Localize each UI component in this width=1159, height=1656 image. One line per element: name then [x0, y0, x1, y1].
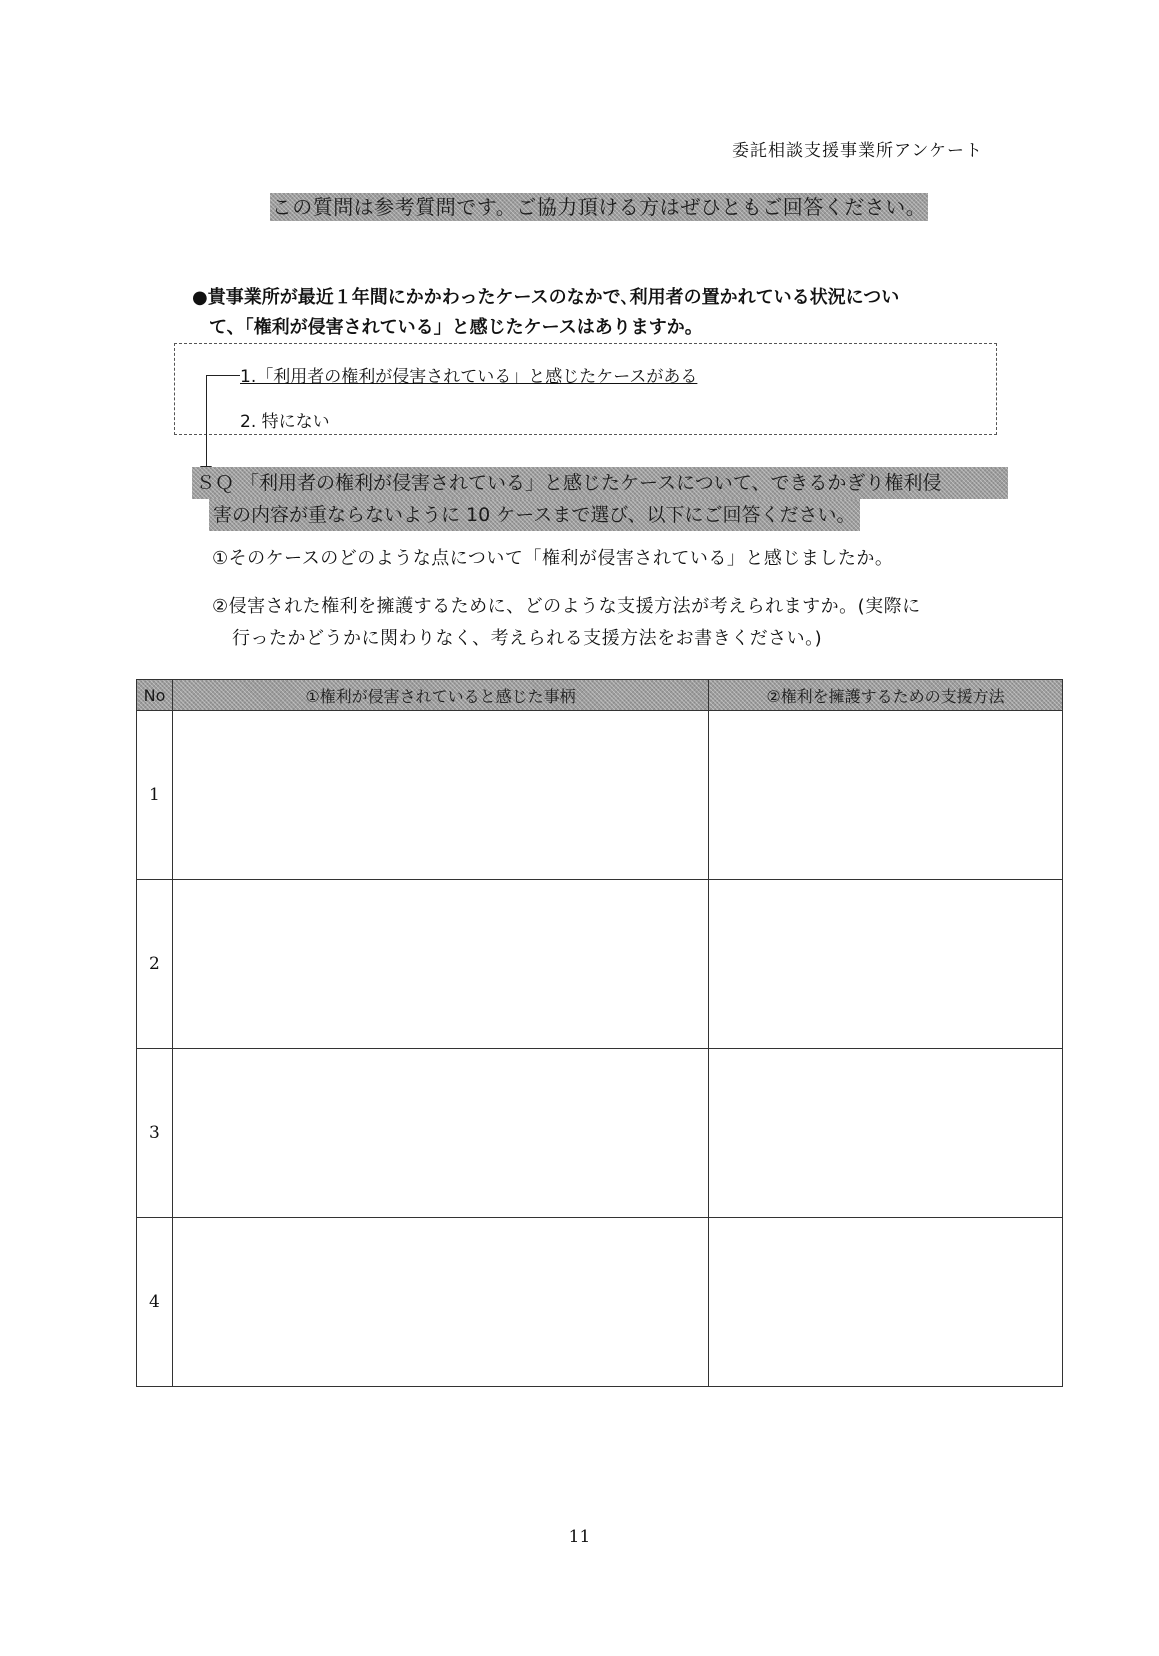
main-question: [192, 283, 1012, 343]
sub-question-line-1: ＳＱ 「利用者の権利が侵害されている」と感じたケースについて、できるかぎり権利侵: [192, 467, 1008, 499]
header-support-method: ②権利を擁護するための支援方法: [709, 680, 1063, 711]
sub-question-block: [192, 467, 1012, 531]
support-method-cell[interactable]: [709, 1049, 1063, 1218]
violated-matter-cell[interactable]: [173, 880, 709, 1049]
sub-question-line-2: 害の内容が重ならないように 10 ケースまで選び、以下にご回答ください。: [209, 499, 860, 531]
table-header-row: [137, 680, 1063, 711]
table-row: [137, 1218, 1063, 1387]
support-method-cell[interactable]: [709, 711, 1063, 880]
support-method-cell[interactable]: [709, 880, 1063, 1049]
main-question-line-2: て、「権利が侵害されている」と感じたケースはありますか。: [209, 317, 703, 338]
table-row: [137, 880, 1063, 1049]
table-row: [137, 711, 1063, 880]
main-question-line-1: ●貴事業所が最近１年間にかかわったケースのなかで､利用者の置かれている状況につい: [192, 287, 900, 308]
sub-question-2: [212, 591, 1012, 655]
sub-question-2-line-2: 行ったかどうかに関わりなく、考えられる支援方法をお書きください。): [232, 628, 823, 649]
violated-matter-cell[interactable]: [173, 1049, 709, 1218]
branch-arrow-horizontal: [206, 375, 240, 376]
sub-question-1: ①そのケースのどのような点について「権利が侵害されている」と感じましたか。: [212, 548, 894, 569]
option-has-case[interactable]: 1.「利用者の権利が侵害されている」と感じたケースがある: [240, 367, 698, 387]
sub-question-2-line-1: ②侵害された権利を擁護するために、どのような支援方法が考えられますか。(実際に: [212, 596, 921, 617]
violated-matter-cell[interactable]: [173, 711, 709, 880]
case-answer-table: [136, 679, 1063, 1387]
page-number: 11: [568, 1527, 591, 1547]
option-none[interactable]: 2. 特にない: [240, 412, 330, 432]
header-no: No: [137, 680, 173, 711]
violated-matter-cell[interactable]: [173, 1218, 709, 1387]
header-violated-matter: ①権利が侵害されていると感じた事柄: [173, 680, 709, 711]
row-number: 3: [137, 1049, 173, 1218]
table-row: [137, 1049, 1063, 1218]
row-number: 1: [137, 711, 173, 880]
support-method-cell[interactable]: [709, 1218, 1063, 1387]
branch-arrow-vertical: [206, 375, 207, 471]
row-number: 2: [137, 880, 173, 1049]
reference-question-notice: この質問は参考質問です。ご協力頂ける方はぜひともご回答ください。: [271, 195, 927, 219]
survey-header-label: 委託相談支援事業所アンケート: [732, 141, 983, 161]
row-number: 4: [137, 1218, 173, 1387]
